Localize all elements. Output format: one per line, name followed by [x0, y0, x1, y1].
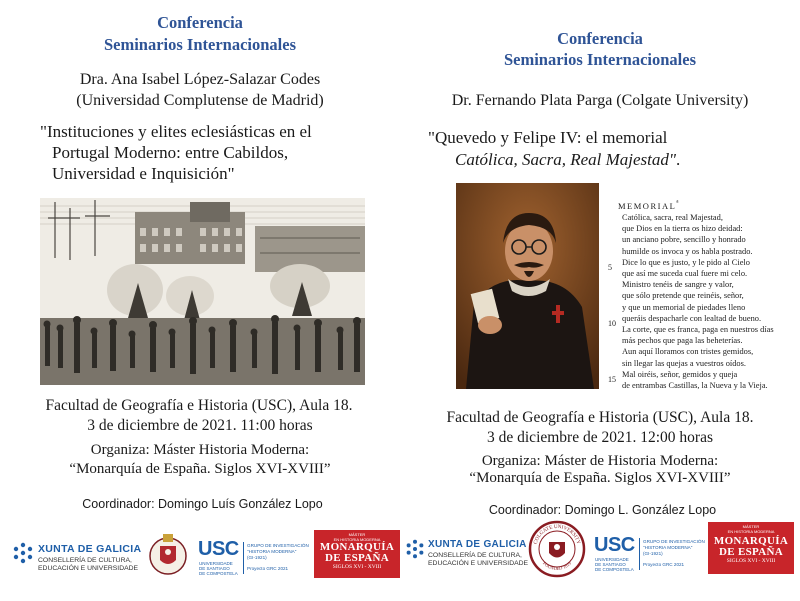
portrait-illustration — [456, 183, 599, 389]
xunta-emblem-icon — [405, 538, 425, 560]
colgate-name-path: COLGATE UNIVERSITY — [532, 523, 582, 545]
left-talk-title-line1: "Instituciones y elites eclesiásticas en el — [40, 122, 312, 141]
line-number-10: 10 — [608, 319, 616, 328]
left-title-line2: Seminarios Internacionales — [103, 35, 297, 54]
poem-line: queráis despacharle con lealtad de bueno. — [622, 313, 762, 323]
monarquia-logo-right — [708, 522, 794, 574]
colgate-seal — [528, 520, 586, 578]
grupo-line-3: (GI-1921) — [247, 555, 267, 560]
grupo-line-2: "HISTORIA MODERNA" — [247, 549, 297, 554]
xunta-name: XUNTA DE GALICIA — [38, 543, 142, 555]
colgate-founded-path: FOUNDED 1819 — [541, 560, 573, 572]
university-seal-icon — [148, 530, 188, 578]
grupo-line-3: (GI-1921) — [643, 551, 663, 556]
xunta-logo-left — [12, 540, 142, 580]
usc-sub-2: DE SANTIAGO — [199, 566, 230, 571]
left-coordinator: Coordinador: Domingo Luís González Lopo — [82, 497, 323, 511]
usc-logo-right — [594, 534, 705, 574]
usc-divider — [639, 538, 640, 570]
grupo-line-1: GRUPO DE INVESTIGACIÓN — [643, 539, 705, 544]
right-coordinator: Coordinador: Domingo L. González Lopo — [488, 503, 717, 517]
monarquia-logo-left — [314, 530, 400, 578]
monarquia-label: MONARQUÍA — [319, 541, 395, 553]
left-speaker-name: Dra. Ana Isabel López-Salazar Codes — [79, 71, 321, 88]
poem-line: Aun aquí lloramos con tristes gemidos, — [622, 347, 754, 357]
usc-sub-3: DE COMPOSTELA — [595, 567, 634, 572]
left-speaker-affiliation: (Universidad Complutense de Madrid) — [76, 92, 324, 109]
poem-line: y que un memorial de piedades lleno — [622, 302, 746, 312]
auto-da-fe-engraving — [40, 198, 365, 385]
master-label-1: MÁSTER — [742, 524, 760, 529]
usc-wordmark: USC — [198, 538, 239, 560]
usc-logo-left — [198, 538, 309, 578]
engraving-illustration — [40, 198, 365, 385]
usc-sub-1: UNIVERSIDADE — [199, 561, 233, 566]
xunta-subtitle-2: EDUCACIÓN E UNIVERSIDADE — [38, 565, 139, 572]
right-talk-title-line2 — [455, 150, 755, 170]
left-talk-title-line3: Universidad e Inquisición" — [52, 164, 235, 183]
poem-line: Ministro tenéis de sangre y valor, — [622, 280, 734, 290]
right-talk-title-line1: "Quevedo y Felipe IV: el memorial — [428, 128, 668, 147]
right-venue-line1: Facultad de Geografía e Historia (USC), Aula 18. — [446, 409, 754, 426]
poem-line: Mal oiréis, señor, gemidos y queja — [622, 369, 738, 379]
siglos-label: SIGLOS XVI - XVIII — [332, 564, 382, 570]
xunta-logo-right — [405, 536, 530, 576]
xunta-subtitle-2: EDUCACIÓN E UNIVERSIDADE — [428, 560, 529, 567]
monarquia-label: MONARQUÍA — [713, 535, 789, 547]
poem-line: más pechos que paga las beheterías. — [622, 336, 743, 346]
memorial-heading-mark: a — [676, 199, 679, 205]
quevedo-portrait — [456, 183, 599, 389]
poem-line: Dice lo que es justo, y le pido al Cielo — [622, 257, 750, 267]
usc-sub-3: DE COMPOSTELA — [199, 571, 238, 576]
left-title-line1: Conferencia — [157, 13, 243, 32]
siglos-label: SIGLOS XVI - XVIII — [726, 558, 776, 564]
grupo-line-1: GRUPO DE INVESTIGACIÓN — [247, 543, 309, 548]
right-title-line1: Conferencia — [557, 29, 643, 48]
usc-wordmark: USC — [594, 534, 635, 556]
poem-line: que Dios en la tierra os hizo deidad: — [622, 224, 743, 234]
usc-divider — [243, 542, 244, 574]
master-label-1: MÁSTER — [348, 532, 366, 537]
master-label-2: EN HISTORIA MODERNA — [333, 537, 381, 542]
left-venue-line2: 3 de diciembre de 2021. 11:00 horas — [87, 417, 313, 434]
right-organizer-line1: Organiza: Máster de Historia Moderna: — [481, 453, 719, 469]
line-number-5: 5 — [608, 263, 612, 272]
memorial-heading-text: MEMORIAL — [618, 201, 677, 211]
usc-sub-1: UNIVERSIDADE — [595, 557, 629, 562]
master-label-2: EN HISTORIA MODERNA — [727, 529, 775, 534]
de-espana-label: DE ESPAÑA — [325, 552, 389, 564]
right-organizer-line2: “Monarquía de España. Siglos XVI-XVIII” — [469, 470, 731, 486]
usc-sub-2: DE SANTIAGO — [595, 562, 626, 567]
grupo-line-4: Proyecto GRC 2021 — [247, 566, 289, 571]
left-organizer-line1: Organiza: Máster Historia Moderna: — [90, 442, 310, 458]
grupo-line-4: Proyecto GRC 2021 — [643, 562, 685, 567]
poem-line: que así me suceda cual fuere mi celo. — [622, 269, 748, 279]
poem-line: sin llegar las quejas a vuestros oídos. — [622, 358, 746, 368]
xunta-subtitle-1: CONSELLERÍA DE CULTURA, — [38, 557, 132, 564]
poem-line: que sólo pretende que reinéis, señor, — [622, 291, 744, 301]
line-number-15: 15 — [608, 375, 616, 384]
right-talk-title-italic: Católica, Sacra, Real Majestad" — [455, 150, 677, 169]
xunta-emblem-icon — [12, 542, 34, 564]
poem-line: Católica, sacra, real Majestad, — [622, 213, 723, 222]
poem-line: humilde os invoca y os habla postrado. — [622, 246, 753, 256]
grupo-line-2: "HISTORIA MODERNA" — [643, 545, 693, 550]
de-espana-label: DE ESPAÑA — [719, 546, 783, 558]
xunta-subtitle-1: CONSELLERÍA DE CULTURA, — [428, 552, 522, 559]
poem-line: de entrambas Castillas, la Nueva y la Vieja. — [622, 381, 768, 391]
memorial-poem — [608, 212, 797, 391]
left-talk-title-line2: Portugal Moderno: entre Cabildos, — [52, 143, 289, 162]
right-talk-title-period: . — [676, 150, 681, 169]
left-organizer-line2: “Monarquía de España. Siglos XVI-XVIII” — [69, 461, 331, 477]
colgate-seal-icon — [528, 520, 586, 578]
right-title-line2: Seminarios Internacionales — [503, 50, 697, 69]
right-venue-line2: 3 de diciembre de 2021. 12:00 horas — [487, 429, 713, 446]
poem-line: La corte, que es franca, paga en nuestros días — [622, 325, 774, 335]
xunta-name: XUNTA DE GALICIA — [428, 539, 527, 550]
left-venue-line1: Facultad de Geografía e Historia (USC), Aula 18. — [45, 397, 353, 414]
poem-line: un anciano pobre, sencillo y honrado — [622, 235, 746, 245]
right-speaker: Dr. Fernando Plata Parga (Colgate University) — [451, 92, 749, 109]
